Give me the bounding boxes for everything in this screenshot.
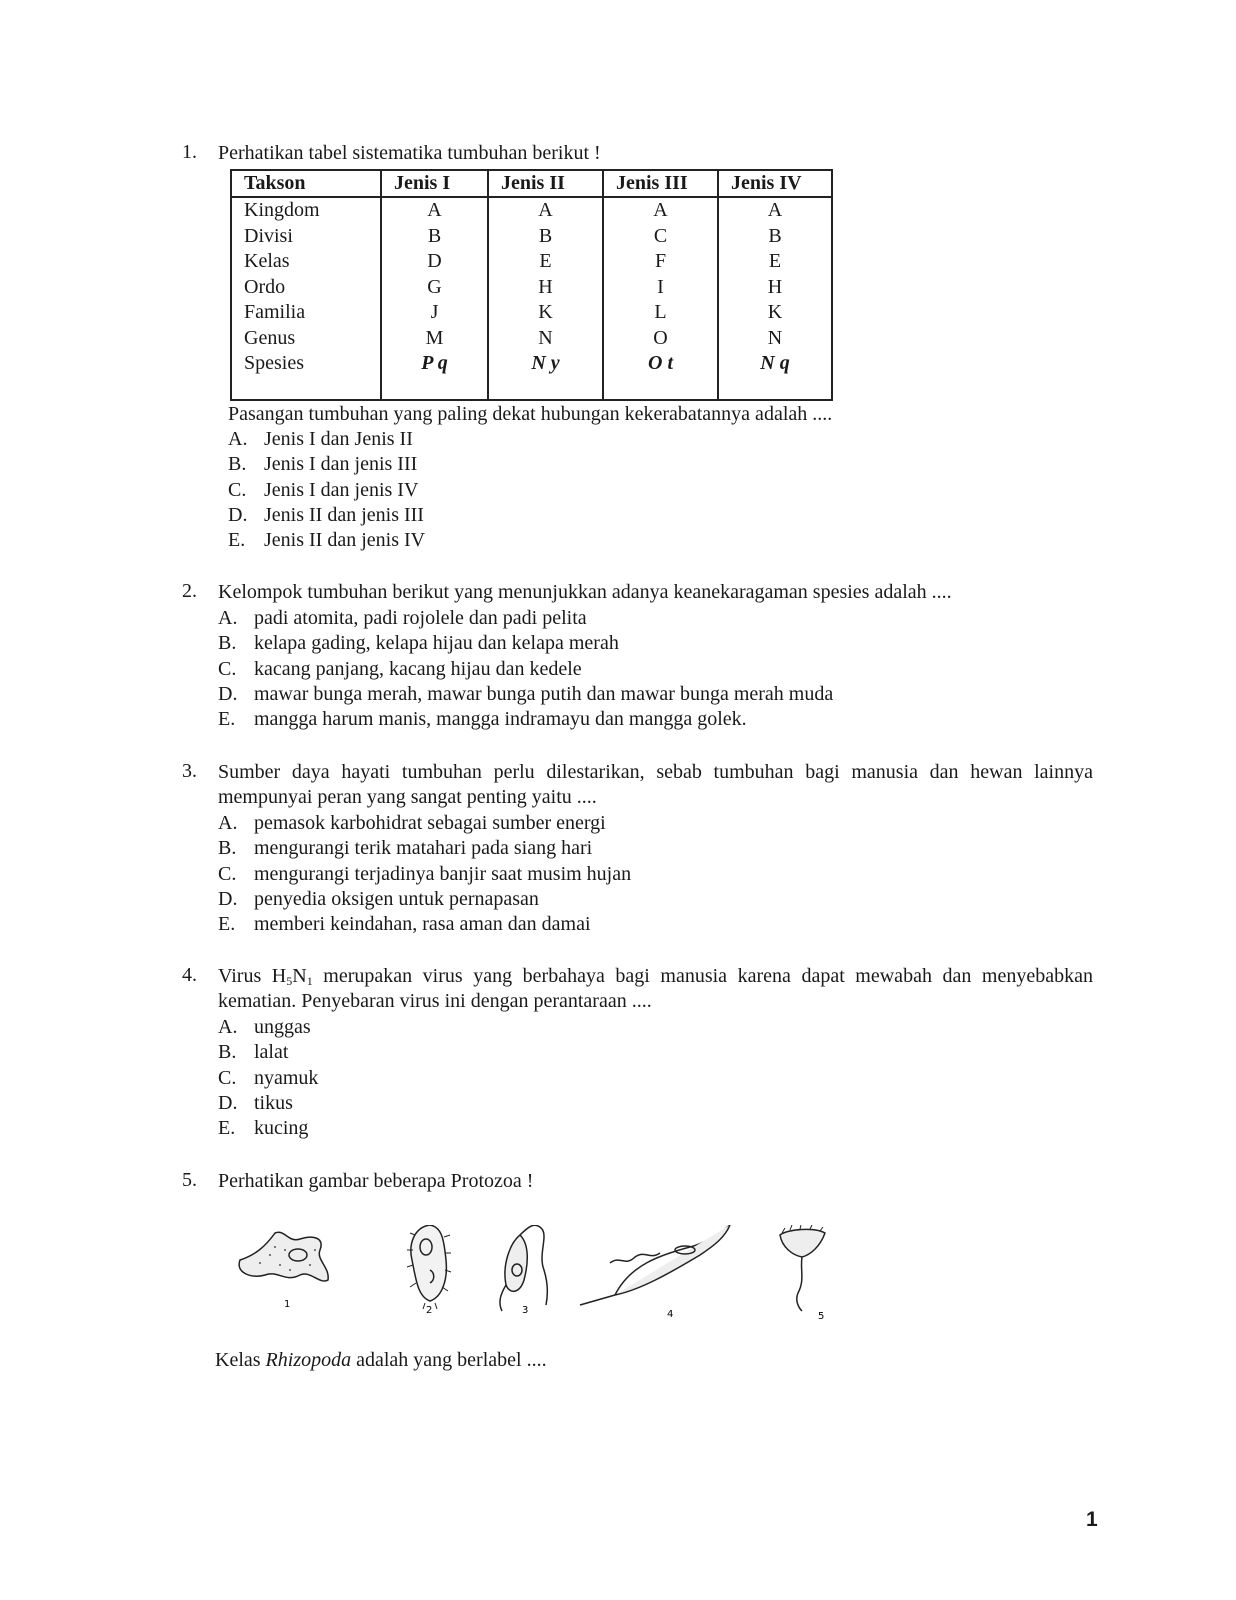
option-letter: B. bbox=[218, 837, 237, 859]
option-text: lalat bbox=[254, 1041, 289, 1063]
figure-label-2: 2 bbox=[426, 1305, 433, 1316]
table-cell: A bbox=[603, 197, 718, 224]
figure-label-1: 1 bbox=[284, 1299, 291, 1310]
table-cell: Kingdom bbox=[231, 197, 381, 224]
option-letter: C. bbox=[218, 863, 237, 885]
option-e[interactable] bbox=[218, 707, 747, 732]
table-cell: A bbox=[381, 197, 488, 224]
page-number: 1 bbox=[1086, 1508, 1098, 1531]
protozoa-figure bbox=[230, 1225, 860, 1335]
option-b[interactable] bbox=[228, 452, 417, 477]
figure-label-4: 4 bbox=[667, 1309, 674, 1320]
option-d[interactable] bbox=[228, 503, 424, 528]
table-cell: N q bbox=[718, 351, 832, 377]
table-header: Takson bbox=[231, 170, 381, 197]
option-text: unggas bbox=[254, 1016, 311, 1038]
table-row bbox=[231, 224, 832, 250]
table-cell bbox=[488, 377, 603, 401]
option-letter: D. bbox=[218, 683, 238, 705]
option-letter: B. bbox=[218, 632, 237, 654]
table-cell: B bbox=[488, 224, 603, 250]
ciliate-drawing bbox=[407, 1225, 451, 1309]
table-row-spacer bbox=[231, 377, 832, 401]
option-letter: C. bbox=[218, 658, 237, 680]
table-header: Jenis III bbox=[603, 170, 718, 197]
option-text: padi atomita, padi rojolele dan padi pelita bbox=[254, 607, 587, 629]
table-row bbox=[231, 300, 832, 326]
table-cell: K bbox=[718, 300, 832, 326]
table-cell: B bbox=[718, 224, 832, 250]
option-e[interactable] bbox=[218, 1116, 308, 1141]
option-d[interactable] bbox=[218, 887, 539, 912]
option-letter: D. bbox=[228, 504, 248, 526]
flagellate-drawing bbox=[500, 1225, 547, 1311]
table-header: Jenis I bbox=[381, 170, 488, 197]
prompt-part: adalah yang berlabel .... bbox=[351, 1349, 547, 1371]
table-cell: L bbox=[603, 300, 718, 326]
option-letter: A. bbox=[228, 428, 248, 450]
table-cell: F bbox=[603, 249, 718, 275]
option-d[interactable] bbox=[218, 682, 833, 707]
option-letter: A. bbox=[218, 812, 238, 834]
table-cell: N bbox=[488, 326, 603, 352]
table-cell: A bbox=[718, 197, 832, 224]
table-cell: E bbox=[488, 249, 603, 275]
prompt-part: Kelas bbox=[215, 1349, 266, 1371]
table-row bbox=[231, 275, 832, 301]
question-text: Perhatikan tabel sistematika tumbuhan berikut ! bbox=[218, 142, 601, 164]
table-cell: I bbox=[603, 275, 718, 301]
table-cell: D bbox=[381, 249, 488, 275]
question-text-part: Virus H bbox=[218, 965, 287, 987]
table-cell bbox=[603, 377, 718, 401]
option-d[interactable] bbox=[218, 1091, 293, 1116]
option-b[interactable] bbox=[218, 1040, 288, 1065]
table-cell: Divisi bbox=[231, 224, 381, 250]
option-text: mangga harum manis, mangga indramayu dan mangga golek. bbox=[254, 708, 747, 730]
option-c[interactable] bbox=[218, 657, 582, 682]
table-cell: J bbox=[381, 300, 488, 326]
subscript: 5 bbox=[286, 974, 293, 988]
question-number: 3. bbox=[182, 760, 197, 782]
option-letter: D. bbox=[218, 1092, 238, 1114]
option-letter: A. bbox=[218, 1016, 238, 1038]
option-letter: D. bbox=[218, 888, 238, 910]
option-text: memberi keindahan, rasa aman dan damai bbox=[254, 913, 591, 935]
table-cell: Spesies bbox=[231, 351, 381, 377]
table-header: Jenis IV bbox=[718, 170, 832, 197]
option-text: Jenis I dan jenis IV bbox=[264, 479, 419, 501]
stalked-protozoan-drawing bbox=[780, 1225, 825, 1311]
option-letter: B. bbox=[218, 1041, 237, 1063]
question-text-part: N bbox=[292, 965, 307, 987]
option-text: kacang panjang, kacang hijau dan kedele bbox=[254, 658, 582, 680]
table-cell: O bbox=[603, 326, 718, 352]
option-c[interactable] bbox=[228, 478, 418, 503]
question-prompt: Pasangan tumbuhan yang paling dekat hubungan kekerabatannya adalah .... bbox=[228, 403, 833, 425]
option-b[interactable] bbox=[218, 631, 619, 656]
option-e[interactable] bbox=[228, 528, 425, 553]
table-row bbox=[231, 326, 832, 352]
option-letter: B. bbox=[228, 453, 247, 475]
amoeba-drawing bbox=[239, 1232, 328, 1281]
option-a[interactable] bbox=[218, 606, 587, 631]
option-a[interactable] bbox=[218, 1015, 311, 1040]
option-letter: E. bbox=[218, 913, 236, 935]
question-number: 5. bbox=[182, 1169, 197, 1191]
question-number: 4. bbox=[182, 964, 197, 986]
option-a[interactable] bbox=[218, 811, 606, 836]
prompt-italic: Rhizopoda bbox=[265, 1349, 352, 1371]
table-cell: M bbox=[381, 326, 488, 352]
table-row bbox=[231, 249, 832, 275]
option-text: kucing bbox=[254, 1117, 309, 1139]
table-cell: Ordo bbox=[231, 275, 381, 301]
figure-label-3: 3 bbox=[522, 1305, 529, 1316]
question-text: Perhatikan gambar beberapa Protozoa ! bbox=[218, 1170, 534, 1192]
option-a[interactable] bbox=[228, 427, 413, 452]
table-cell: Kelas bbox=[231, 249, 381, 275]
table-row bbox=[231, 351, 832, 377]
table-cell: G bbox=[381, 275, 488, 301]
option-e[interactable] bbox=[218, 912, 591, 937]
option-letter: A. bbox=[218, 607, 238, 629]
table-header-row bbox=[231, 170, 832, 197]
table-header: Jenis II bbox=[488, 170, 603, 197]
option-letter: E. bbox=[228, 529, 246, 551]
option-text: pemasok karbohidrat sebagai sumber energi bbox=[254, 812, 606, 834]
option-text: kelapa gading, kelapa hijau dan kelapa merah bbox=[254, 632, 619, 654]
table-cell: C bbox=[603, 224, 718, 250]
question-prompt bbox=[215, 1348, 547, 1373]
option-text: Jenis I dan Jenis II bbox=[264, 428, 413, 450]
question-text-part: merupakan virus yang berbahaya bagi manusia karena dapat mewabah dan menyebabkan kematian. Penyebaran virus ini dengan perantaraan .... bbox=[218, 965, 1093, 1012]
question-number: 2. bbox=[182, 580, 197, 602]
option-text: mengurangi terik matahari pada siang hari bbox=[254, 837, 593, 859]
option-text: mawar bunga merah, mawar bunga putih dan mawar bunga merah muda bbox=[254, 683, 834, 705]
question-text bbox=[218, 964, 1093, 1014]
table-row bbox=[231, 197, 832, 224]
table-cell: E bbox=[718, 249, 832, 275]
table-cell: O t bbox=[603, 351, 718, 377]
option-c[interactable] bbox=[218, 1066, 318, 1091]
question-text: Kelompok tumbuhan berikut yang menunjukkan adanya keanekaragaman spesies adalah .... bbox=[218, 581, 952, 603]
table-cell: H bbox=[718, 275, 832, 301]
table-cell bbox=[718, 377, 832, 401]
table-cell: A bbox=[488, 197, 603, 224]
option-text: penyedia oksigen untuk pernapasan bbox=[254, 888, 539, 910]
option-letter: C. bbox=[218, 1067, 237, 1089]
table-cell bbox=[381, 377, 488, 401]
option-text: mengurangi terjadinya banjir saat musim hujan bbox=[254, 863, 632, 885]
option-b[interactable] bbox=[218, 836, 592, 861]
option-letter: C. bbox=[228, 479, 247, 501]
question-number: 1. bbox=[182, 141, 197, 163]
table-cell: K bbox=[488, 300, 603, 326]
table-cell: P q bbox=[381, 351, 488, 377]
table-cell: B bbox=[381, 224, 488, 250]
option-text: nyamuk bbox=[254, 1067, 319, 1089]
question-text: Sumber daya hayati tumbuhan perlu dilestarikan, sebab tumbuhan bagi manusia dan hewan lainnya mempunyai peran yang sangat penting yaitu .... bbox=[218, 761, 1093, 808]
trypanosome-drawing bbox=[580, 1225, 730, 1305]
table-cell: N y bbox=[488, 351, 603, 377]
figure-label-5: 5 bbox=[818, 1311, 825, 1322]
table-cell bbox=[231, 377, 381, 401]
table-cell: H bbox=[488, 275, 603, 301]
option-text: Jenis II dan jenis III bbox=[264, 504, 424, 526]
table-cell: N bbox=[718, 326, 832, 352]
option-text: Jenis II dan jenis IV bbox=[264, 529, 426, 551]
option-c[interactable] bbox=[218, 862, 631, 887]
option-letter: E. bbox=[218, 708, 236, 730]
table-cell: Genus bbox=[231, 326, 381, 352]
option-letter: E. bbox=[218, 1117, 236, 1139]
option-text: Jenis I dan jenis III bbox=[264, 453, 418, 475]
subscript: 1 bbox=[306, 974, 313, 988]
table-cell: Familia bbox=[231, 300, 381, 326]
option-text: tikus bbox=[254, 1092, 293, 1114]
taxonomy-table bbox=[230, 169, 833, 401]
